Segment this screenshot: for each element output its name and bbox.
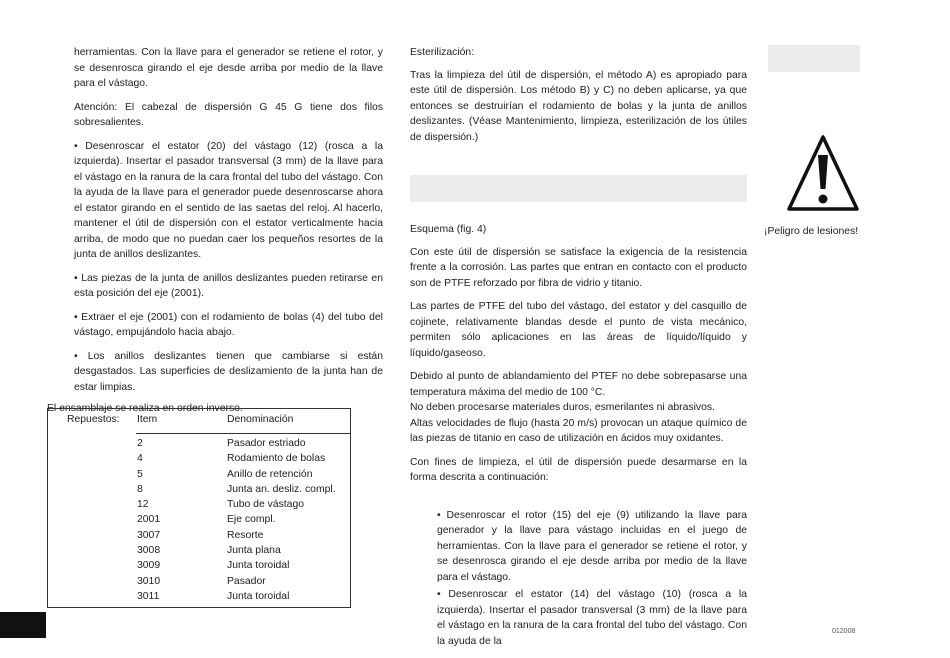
mid-paragraph-3: Las partes de PTFE del tubo del vástago, del estator y del casquillo de cojinete, relativamente blandas desde el punto de vista mecánico, permiten sólo aplicaciones en las áreas de líquido/líquido y líquido/gaseoso. [410,301,747,359]
table-header-denominacion: Denominación [227,414,294,425]
item-number: 3009 [137,560,161,572]
item-number: 12 [137,499,149,511]
item-name: Junta toroidal [227,590,290,602]
table-row [48,512,350,527]
middle-column [410,45,747,657]
item-name: Pasador [227,575,266,587]
table-header-item: Item [137,414,158,425]
left-paragraph-3: • Desenroscar el estator (20) del vástago (12) (rosca a la izquierda). Insertar el pasador transversal (3 mm) de la llave para el vástago en la ranura de la cara frontal del tubo del vástago. Con la ayuda de la llave para el generador puede desenroscarse ahora el estator girando en el sentido de las saetas del reloj. Al hacerlo, mantener el útil de dispersión con el estator verticalmente hacia arriba, de modo que no puedan caer los pequeños resortes de la junta de anillos deslizantes. [74,140,383,260]
item-number: 3008 [137,545,161,557]
section-bar [410,175,747,202]
mid-paragraph-4 [410,369,747,447]
table-row [48,528,350,543]
table-row [48,497,350,512]
left-paragraph-4: • Las piezas de la junta de anillos deslizantes pueden retirarse en esta posición del eje (2001). [74,272,383,299]
flow-note: Altas velocidades de flujo (hasta 20 m/s) provocan un ataque químico de las piezas de titanio en caso de utilización en ácidos muy oxidantes. [410,417,747,444]
warning-triangle-icon [787,133,859,213]
schematic-heading: Esquema (fig. 4) [410,224,487,235]
document-code: 012008 [832,628,856,635]
abrasives-note: No deben procesarse materiales duros, esmerilantes ni abrasivos. [410,402,715,413]
mid-paragraph-7: • Desenroscar el estator (14) del vástago (10) (rosca a la izquierda). Insertar el pasador transversal (3 mm) de la llave para el vástago en la ranura de la cara frontal del tubo del vástago. Con la ayuda de la [437,589,747,647]
item-name: Junta toroidal [227,560,290,572]
item-name: Pasador estriado [227,438,306,449]
spare-parts-table [47,408,351,608]
item-name: Junta an. desliz. compl. [227,483,336,495]
table-row [48,543,350,558]
table-row [48,558,350,573]
left-paragraph-7: El ensamblaje se realiza en orden inverso. [47,403,243,414]
item-number: 2001 [137,514,161,526]
item-number: 3010 [137,575,161,587]
left-paragraph-2: Atención: El cabezal de dispersión G 45 G tiene dos filos sobresalientes. [74,101,383,128]
mid-paragraph-2: Con este útil de dispersión se satisface la exigencia de la resistencia frente a la corrosión. Las partes que entran en contacto con el producto son de PTFE reforzado por fibra de vidrio y titanio. [410,246,747,289]
sterilization-text: Tras la limpieza del útil de dispersión, el método A) es apropiado para este útil de dispersión. Los método B) y C) no deben aplicarse, ya que entonces se destruirían el rodamiento de bolas y la junta de anillos deslizantes. (Véase Mantenimiento, limpieza, esterilización de los útiles de dispersión.) [410,69,747,143]
mid-paragraph-6: • Desenroscar el rotor (15) del eje (9) utilizando la llave para generador y la llave para vástago incluidas en el juego de herramientas. Con la llave para el generador se retiene el rotor, y se desenrosca girando el eje desde arriba por medio de la llave para el vástago. [437,509,747,583]
mid-indented-steps [410,508,747,650]
table-header-repuestos: Repuestos: [67,414,120,425]
item-number: 2 [137,438,143,449]
item-number: 5 [137,468,143,480]
item-name: Rodamiento de bolas [227,453,326,465]
table-row [48,467,350,482]
item-number: 3007 [137,529,161,541]
item-number: 8 [137,483,143,495]
left-paragraph-6: • Los anillos deslizantes tienen que cambiarse si están desgastados. Las superficies de deslizamiento de la junta han de estar limpias. [74,350,383,393]
sterilization-heading: Esterilización: [410,47,475,58]
item-name: Junta plana [227,545,281,557]
left-paragraph-5: • Extraer el eje (2001) con el rodamiento de bolas (4) del tubo del vástago, empujándolo hacia abajo. [74,311,383,338]
table-row [48,451,350,466]
item-name: Anillo de retención [227,468,313,480]
page-tab-marker [0,612,46,638]
table-row [48,436,350,451]
item-number: 3011 [137,590,160,602]
table-row [48,574,350,589]
temperature-note: Debido al punto de ablandamiento del PTEF no debe sobrepasarse una temperatura máxima del medio de 100 °C. [410,371,747,398]
item-name: Eje compl. [227,514,276,526]
table-rows [48,436,350,604]
item-number: 4 [137,453,143,465]
right-header-box [768,45,860,72]
item-name: Tubo de vástago [227,499,305,511]
left-paragraph-1: herramientas. Con la llave para el generador se retiene el rotor, y se desenrosca girando el eje desde arriba por medio de la llave para el vástago. [74,47,383,89]
injury-warning-label: ¡Peligro de lesiones! [764,226,859,237]
table-row [48,589,350,604]
left-column [47,45,383,425]
table-header-rule [136,433,350,434]
item-name: Resorte [227,529,264,541]
mid-paragraph-5: Con fines de limpieza, el útil de dispersión puede desarmarse en la forma descrita a continuación: [410,456,747,483]
table-row [48,482,350,497]
